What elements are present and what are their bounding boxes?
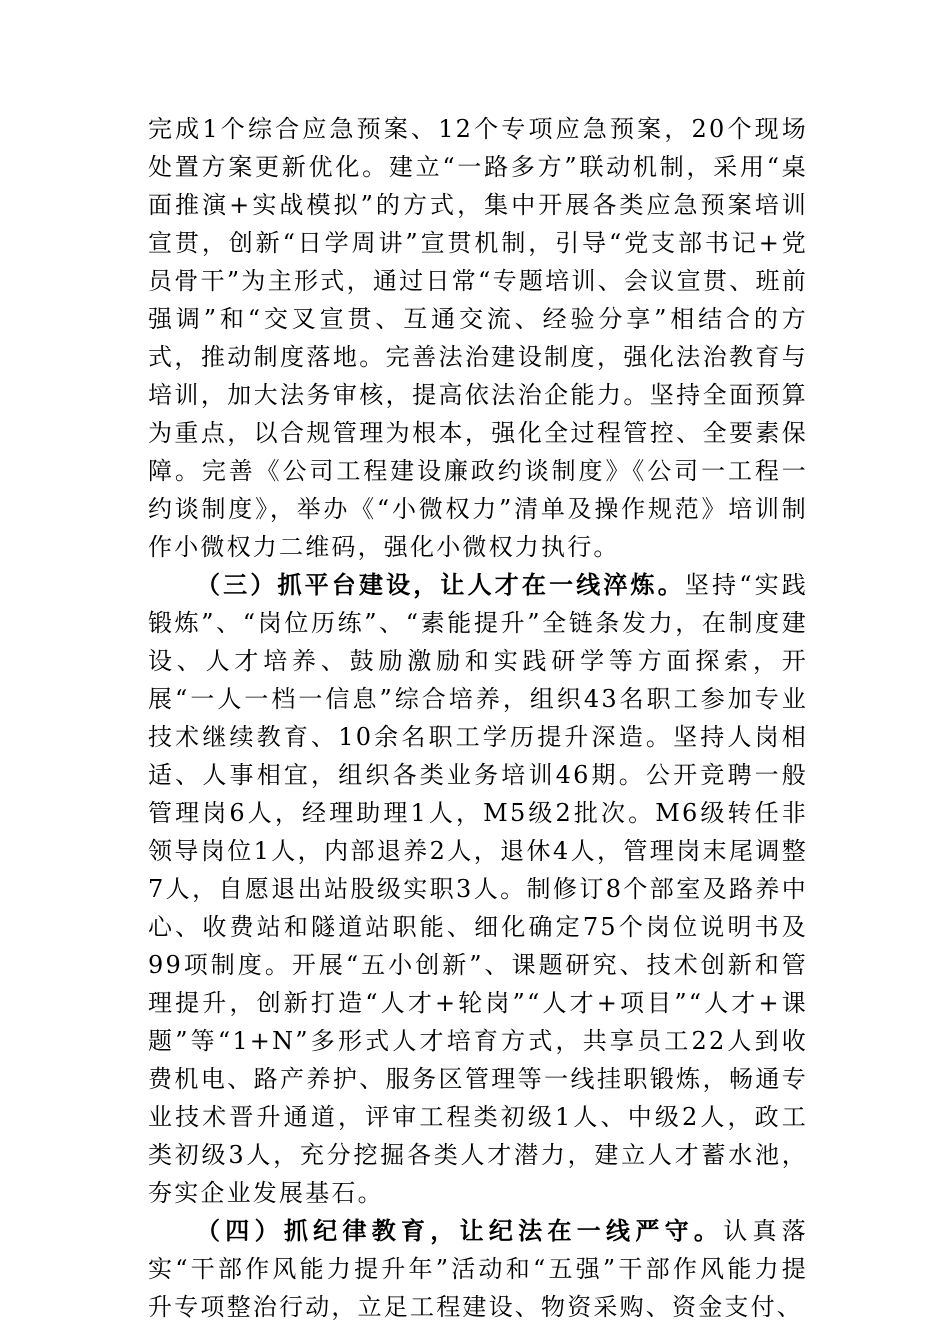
paragraph-text: 坚持“实践锻炼”、“岗位历练”、“素能提升”全链条发力，在制度建设、人才培养、鼓励激励和实践研学等方面探索，开展“一人一档一信息”综合培养，组织43名职工参加专业技术继续教育、10余名职工学历提升深造。坚持人岗相适、人事相宜，组织各类业务培训46期。公开竞聘一般管理岗6人，经理助理1人，M5级2批次。M6级转任非领导岗位1人，内部退养2人，退休4人，管理岗末尾调整7人，自愿退出站股级实职3人。制修订8个部室及路养中心、收费站和隧道站职能、细化确定75个岗位说明书及99项制度。开展“五小创新”、课题研究、技术创新和管理提升，创新打造“人才+轮岗”“人才+项目”“人才+课题”等“1+N”多形式人才培育方式，共享员工22人到收费机电、路产养护、服务区管理等一线挂职锻炼，畅通专业技术晋升通道，评审工程类初级1人、中级2人，政工类初级3人，充分挖掘各类人才潜力，建立人才蓄水池，夯实企业发展基石。 (148, 571, 808, 1207)
paragraph-discipline-education (148, 1212, 808, 1326)
paragraph-text: 完成1个综合应急预案、12个专项应急预案，20个现场处置方案更新优化。建立“一路多方”联动机制，采用“桌面推演+实战模拟”的方式，集中开展各类应急预案培训宣贯，创新“日学周讲”宣贯机制，引导“党支部书记+党员骨干”为主形式，通过日常“专题培训、会议宣贯、班前强调”和“交叉宣贯、互通交流、经验分享”相结合的方式，推动制度落地。完善法治建设制度，强化法治教育与培训，加大法务审核，提高依法治企能力。坚持全面预算为重点，以合规管理为根本，强化全过程管控、全要素保障。完善《公司工程建设廉政约谈制度》《公司一工程一约谈制度》，举办《“小微权力”清单及操作规范》培训制作小微权力二维码，强化小微权力执行。 (148, 115, 808, 561)
paragraph-platform-building (148, 566, 808, 1212)
section-heading-four: （四）抓纪律教育，让纪法在一线严守。 (196, 1216, 724, 1245)
paragraph-text: 认真落实“干部作风能力提升年”活动和“五强”干部作风能力提升专项整治行动，立足工程建设、物资采购、资金支付、 (148, 1217, 808, 1321)
section-heading-three: （三）抓平台建设，让人才在一线淬炼。 (196, 570, 685, 599)
paragraph-emergency-plans (148, 110, 808, 566)
document-body (148, 110, 808, 1326)
